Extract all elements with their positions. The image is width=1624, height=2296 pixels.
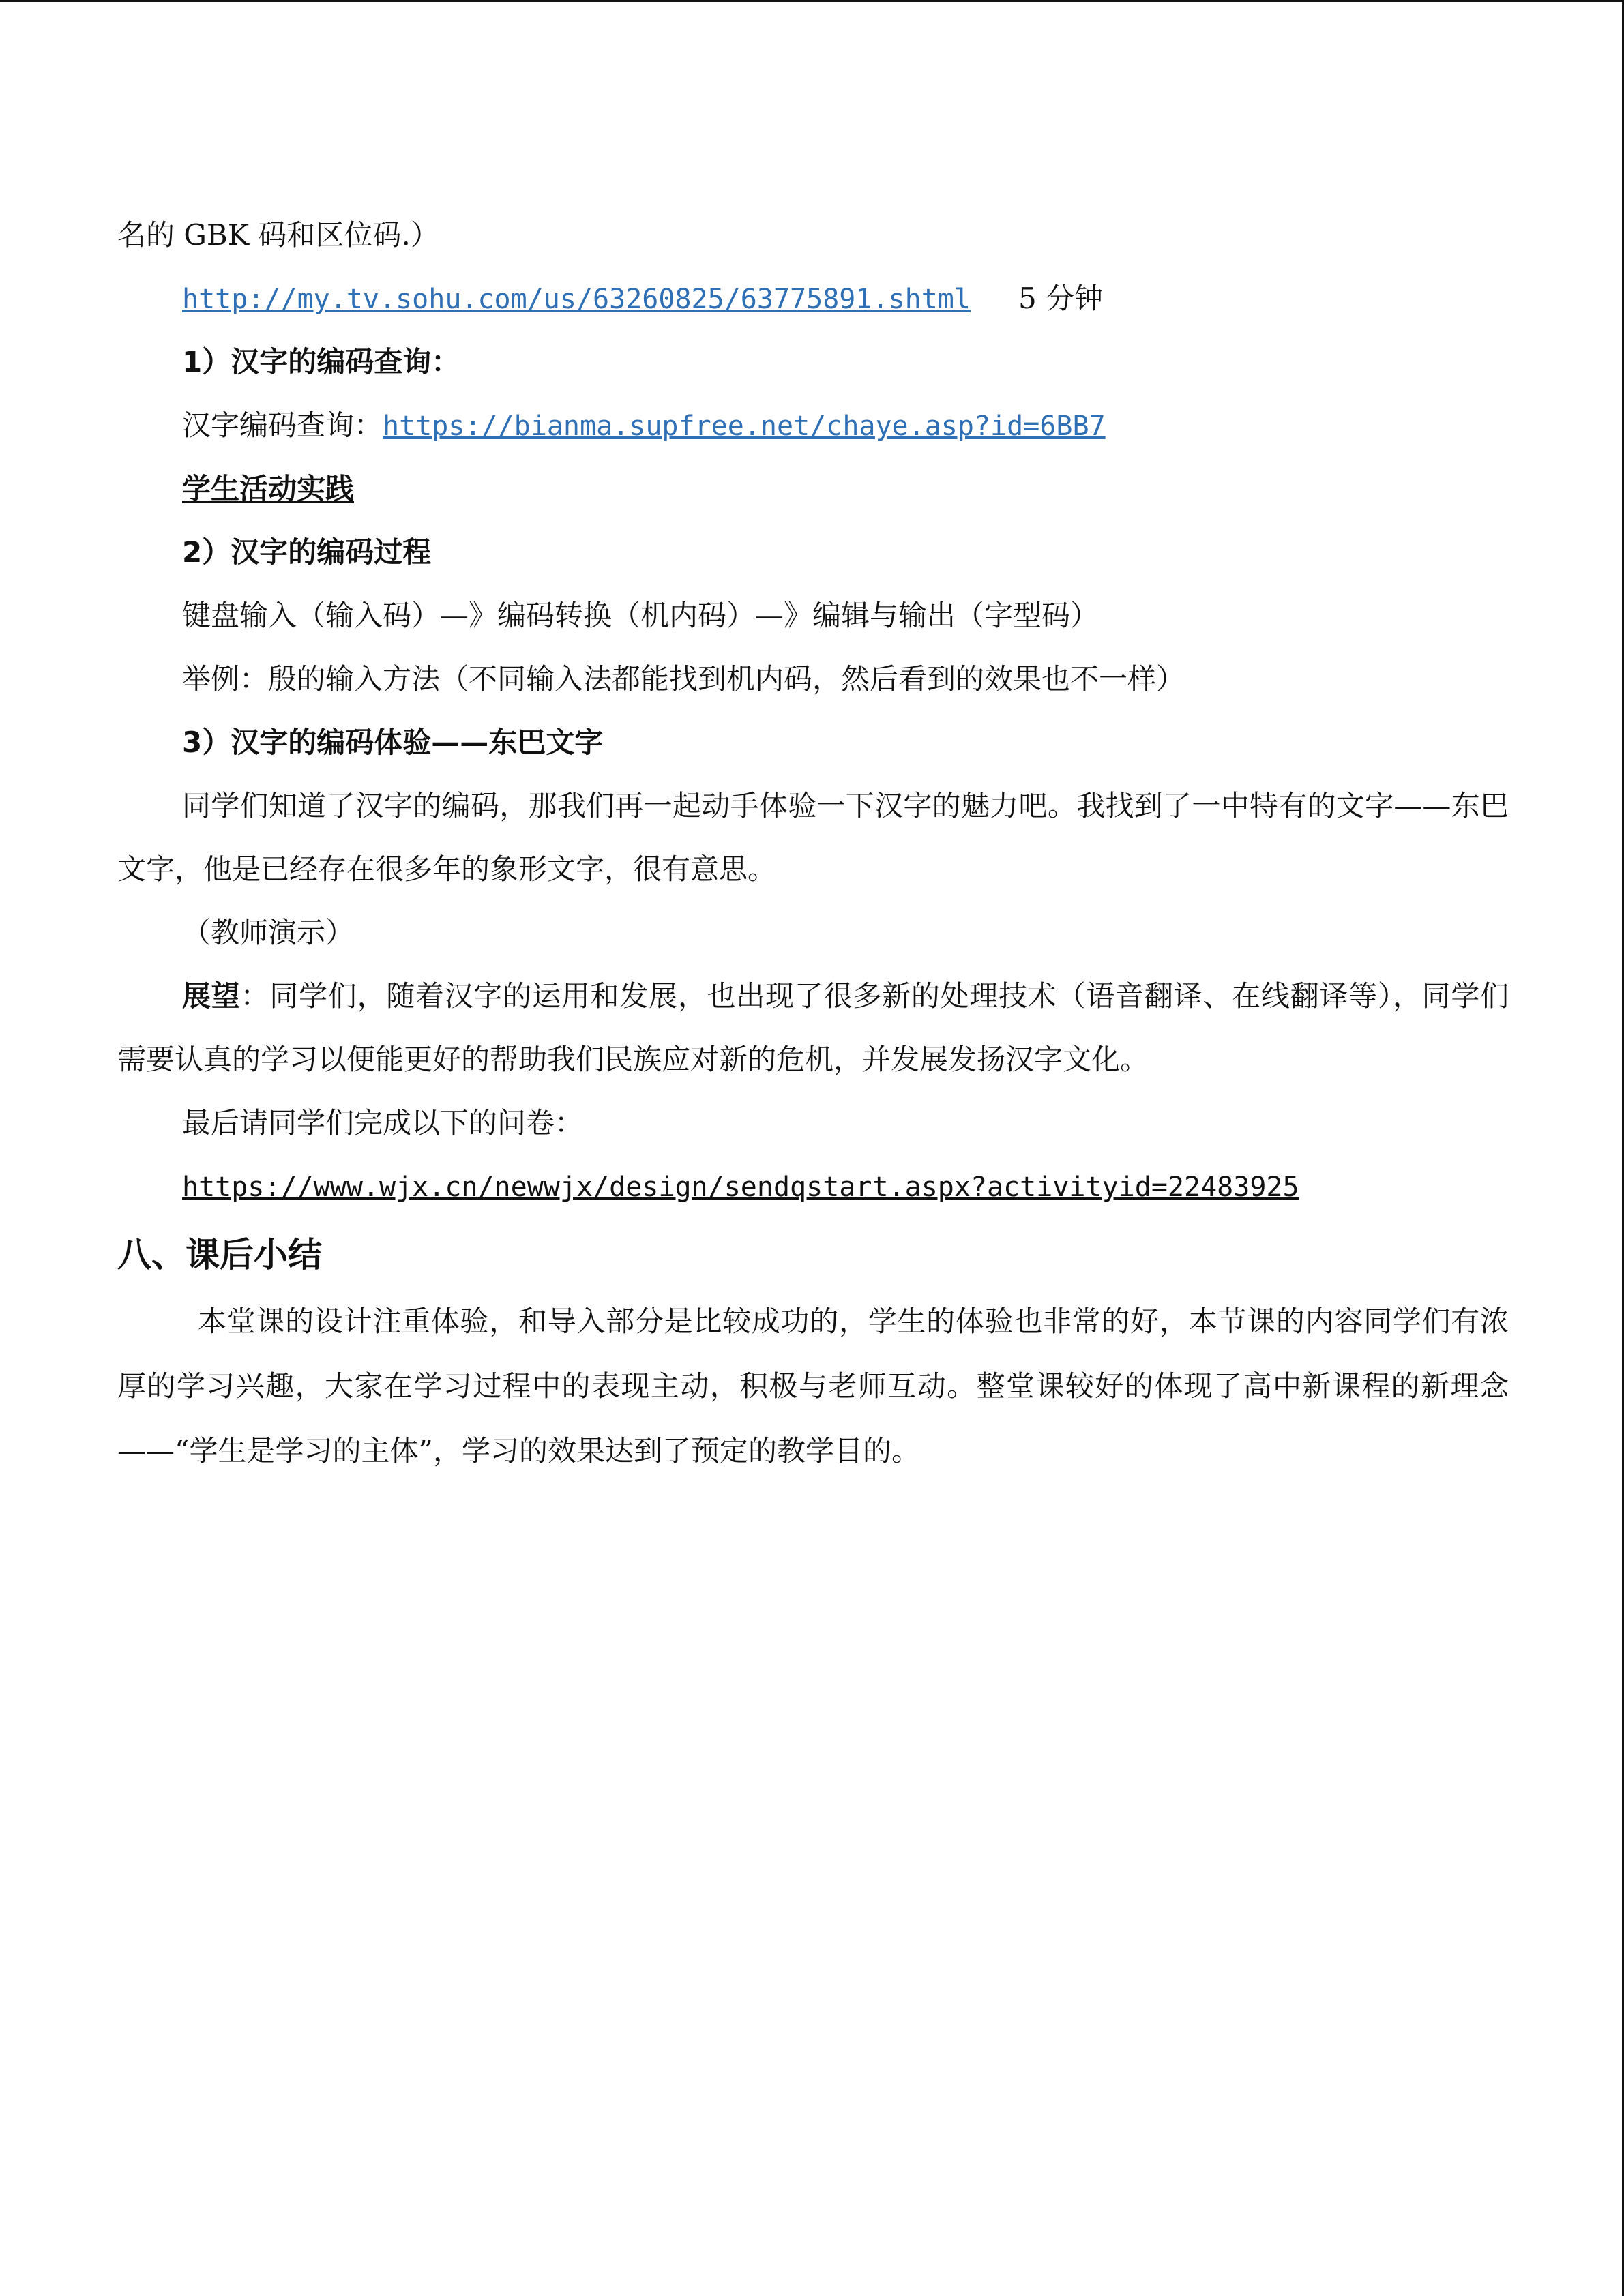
subheading-dongba: 3）汉字的编码体验——东巴文字 [182, 726, 604, 759]
document-page [117, 203, 1509, 1483]
encoding-process-text: 键盘输入（输入码）—》编码转换（机内码）—》编辑与输出（字型码） [182, 599, 1099, 632]
example-text: 举例：殷的输入方法（不同输入法都能找到机内码，然后看到的效果也不一样） [182, 662, 1185, 696]
summary-paragraph: 本堂课的设计注重体验，和导入部分是比较成功的，学生的体验也非常的好，本节课的内容同学们有浓厚的学习兴趣，大家在学习过程中的表现主动，积极与老师互动。整堂课较好的体现了高中新课程的新理念——“学生是学习的主体”，学习的效果达到了预定的教学目的。 [117, 1304, 1509, 1467]
teacher-demo-text: （教师演示） [182, 916, 355, 949]
outlook-paragraph [117, 964, 1509, 1091]
dongba-paragraph: 同学们知道了汉字的编码，那我们再一起动手体验一下汉字的魅力吧。我找到了一中特有的文字——东巴文字，他是已经存在很多年的象形文字，很有意思。 [117, 789, 1509, 886]
student-activity-title [117, 457, 1509, 520]
encoding-query-label: 汉字编码查询： [182, 408, 383, 442]
student-activity-label: 学生活动实践 [182, 472, 355, 505]
questionnaire-link[interactable]: https://www.wjx.cn/newwjx/design/sendqstart.aspx?activityid=22483925 [182, 1172, 1299, 1203]
encoding-query-link[interactable]: https://bianma.supfree.net/chaye.asp?id=6BB7 [383, 411, 1106, 442]
text-line: 名的 GBK 码和区位码.） [117, 218, 439, 252]
outlook-text: ：同学们，随着汉字的运用和发展，也出现了很多新的处理技术（语音翻译、在线翻译等），同学们需要认真的学习以便能更好的帮助我们民族应对新的危机，并发展发扬汉字文化。 [117, 979, 1509, 1076]
duration-text: 5 分钟 [1018, 282, 1104, 315]
outlook-label: 展望 [182, 979, 241, 1013]
subheading-encoding-query: 1）汉字的编码查询： [182, 345, 460, 378]
page-border-top [0, 0, 1624, 2]
video-link[interactable]: http://my.tv.sohu.com/us/63260825/63775891.shtml [182, 284, 971, 315]
questionnaire-line [117, 1154, 1509, 1218]
encoding-query-line [117, 393, 1509, 457]
subheading-encoding-process: 2）汉字的编码过程 [182, 535, 432, 569]
video-link-line [117, 267, 1509, 330]
questionnaire-intro: 最后请同学们完成以下的问卷： [182, 1106, 584, 1139]
section-heading: 八、课后小结 [117, 1235, 322, 1274]
